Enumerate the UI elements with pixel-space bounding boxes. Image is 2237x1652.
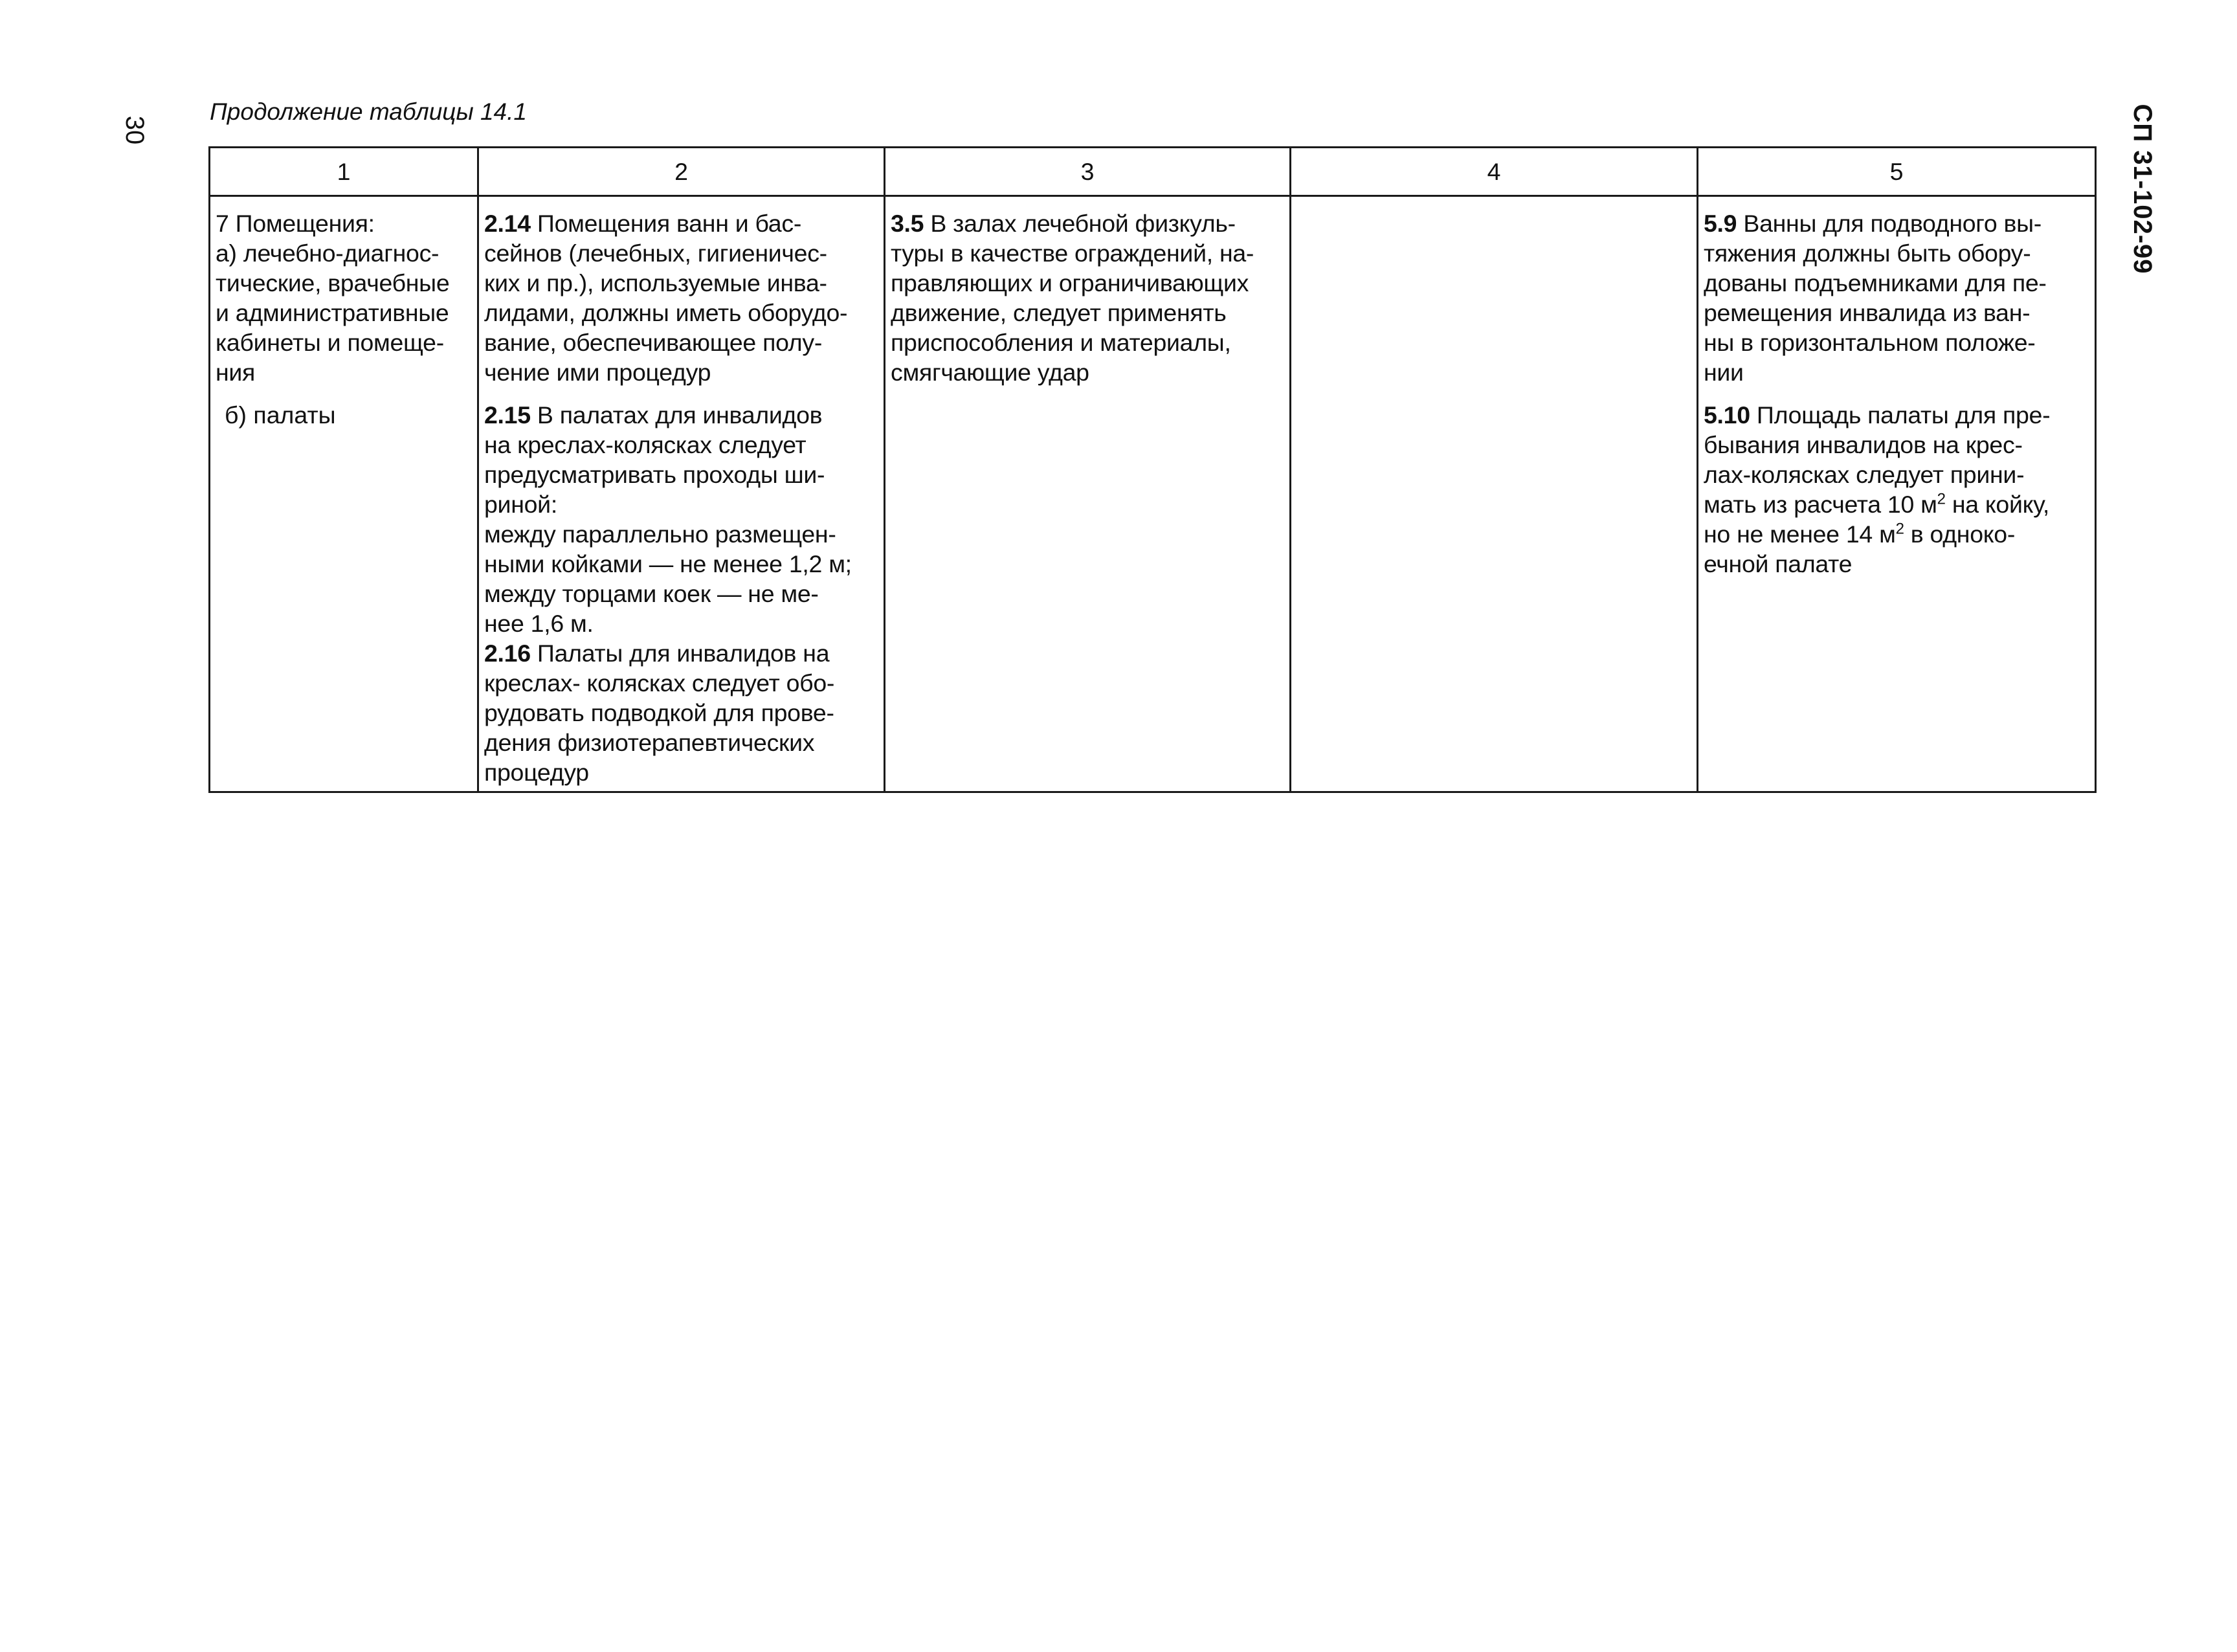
superscript: 2	[1937, 490, 1946, 508]
cell-room-wards	[210, 400, 478, 792]
cell-line: б) палаты	[225, 401, 336, 429]
cell-line	[1704, 208, 2089, 238]
cell-line: движение, следует применять	[891, 299, 1227, 326]
cell-line: креслах- колясках следует обо-	[484, 669, 835, 697]
cell-requirement-3-5	[885, 196, 1291, 401]
cell-line: туры в качестве ограждений, на-	[891, 240, 1254, 267]
cell-line	[1704, 519, 2089, 549]
cell-line: между параллельно размещен-	[484, 520, 836, 548]
cell-line: на креслах-колясках следует	[484, 431, 807, 458]
cell-line: 7 Помещения:	[216, 210, 375, 237]
clause-text: Площадь палаты для пре-	[1750, 401, 2051, 429]
cell-line	[891, 208, 1284, 238]
cell-line	[1704, 489, 2089, 519]
requirements-table	[208, 146, 2097, 793]
clause-text: мать из расчета 10 м	[1704, 491, 1937, 518]
page-number: 30	[120, 115, 150, 145]
clause-ref: 2.15	[484, 401, 531, 429]
clause-text: Палаты для инвалидов на	[530, 640, 830, 667]
cell-line: процедур	[484, 759, 589, 786]
cell-line: дения физиотерапевтических	[484, 729, 815, 756]
cell-line: смягчающие удар	[891, 359, 1089, 386]
cell-line: тяжения должны быть обору-	[1704, 240, 2031, 267]
document-code: СП 31-102-99	[2128, 104, 2157, 274]
cell-line: ких и пр.), используемые инва-	[484, 269, 827, 296]
clause-ref: 2.16	[484, 640, 531, 667]
table-row	[210, 196, 2096, 401]
table-header-row	[210, 148, 2096, 196]
cell-line	[484, 400, 878, 430]
clause-ref: 3.5	[891, 210, 924, 237]
cell-line: правляющих и ограничивающих	[891, 269, 1249, 296]
cell-line: лах-колясках следует прини-	[1704, 461, 2025, 488]
clause-ref: 2.14	[484, 210, 531, 237]
cell-line	[1704, 400, 2089, 430]
cell-line: нее 1,6 м.	[484, 610, 594, 637]
table-caption: Продолжение таблицы 14.1	[210, 98, 527, 125]
cell-line: риной:	[484, 491, 557, 518]
table-row	[210, 400, 2096, 792]
column-header-1: 1	[210, 148, 478, 196]
cell-line: а) лечебно-диагнос-	[216, 240, 440, 267]
cell-requirement-5-10	[1698, 400, 2096, 792]
cell-line: рудовать подводкой для прове-	[484, 699, 834, 726]
cell-line: сейнов (лечебных, гигиеничес-	[484, 240, 827, 267]
cell-line: дованы подъемниками для пе-	[1704, 269, 2047, 296]
cell-line: ными койками — не менее 1,2 м;	[484, 550, 852, 577]
cell-line: между торцами коек — не ме-	[484, 580, 819, 607]
column-header-5: 5	[1698, 148, 2096, 196]
clause-ref: 5.10	[1704, 401, 1750, 429]
column-header-4: 4	[1291, 148, 1698, 196]
cell-requirement-5-9	[1698, 196, 2096, 401]
superscript: 2	[1895, 520, 1904, 538]
cell-requirement-2-15-2-16	[478, 400, 885, 792]
cell-line: нии	[1704, 359, 1744, 386]
cell-line	[484, 208, 878, 238]
cell-line: лидами, должны иметь оборудо-	[484, 299, 848, 326]
cell-line: ния	[216, 359, 256, 386]
clause-text: В палатах для инвалидов	[530, 401, 823, 429]
cell-line: ремещения инвалида из ван-	[1704, 299, 2031, 326]
cell-line: тические, врачебные	[216, 269, 450, 296]
cell-room-type	[210, 196, 478, 401]
cell-requirement-2-14	[478, 196, 885, 401]
cell-line: вание, обеспечивающее полу-	[484, 329, 823, 356]
cell-line: ны в горизонтальном положе-	[1704, 329, 2036, 356]
cell-line: приспособления и материалы,	[891, 329, 1231, 356]
cell-line: предусматривать проходы ши-	[484, 461, 825, 488]
column-header-3: 3	[885, 148, 1291, 196]
cell-line: и административные	[216, 299, 449, 326]
clause-text: на койку,	[1945, 491, 2049, 518]
cell-line	[484, 638, 878, 668]
clause-text: но не менее 14 м	[1704, 520, 1896, 548]
cell-line: кабинеты и помеще-	[216, 329, 444, 356]
column-header-2: 2	[478, 148, 885, 196]
clause-text: Ванны для подводного вы-	[1737, 210, 2042, 237]
clause-text: Помещения ванн и бас-	[530, 210, 802, 237]
cell-empty-col3	[885, 400, 1291, 792]
cell-line: бывания инвалидов на крес-	[1704, 431, 2023, 458]
clause-text: в одноко-	[1904, 520, 2016, 548]
cell-empty-col4	[1291, 400, 1698, 792]
clause-text: В залах лечебной физкуль-	[924, 210, 1236, 237]
clause-ref: 5.9	[1704, 210, 1737, 237]
cell-line: ечной палате	[1704, 550, 1853, 577]
cell-line: чение ими процедур	[484, 359, 711, 386]
cell-empty-col4	[1291, 196, 1698, 401]
